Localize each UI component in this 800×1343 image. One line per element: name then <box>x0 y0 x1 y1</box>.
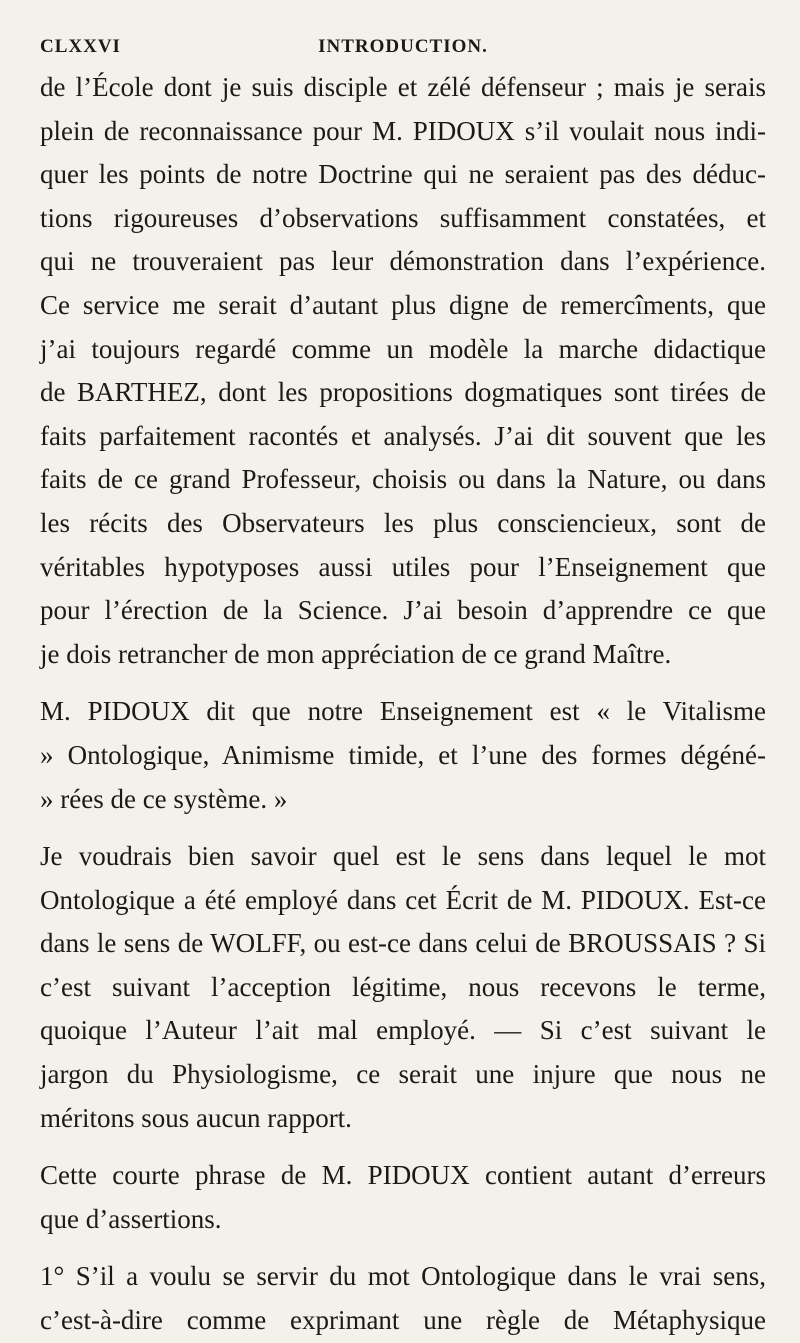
paragraph <box>40 1154 766 1241</box>
text-line: » rées de ce système. » <box>40 783 288 814</box>
paragraph <box>40 1255 766 1342</box>
text-line: faits de ce grand Professeur, choisis ou dans la Nature, ou dans <box>40 464 766 495</box>
text-line: j’ai toujours regardé comme un modèle la marche didactique <box>40 333 766 364</box>
text-line: méritons sous aucun rapport. <box>40 1102 352 1133</box>
text-line: de l’École dont je suis disciple et zélé défenseur ; mais je serais <box>40 72 766 102</box>
text-line: Ce service me serait d’autant plus digne de remercîments, que <box>40 289 766 320</box>
text-line: jargon du Physiologisme, ce serait une injure que nous ne <box>40 1059 766 1090</box>
text-line: de BARTHEZ, dont les propositions dogmatiques sont tirées de <box>40 377 766 408</box>
body-text <box>40 66 766 1343</box>
paragraph <box>40 66 766 676</box>
text-line: Cette courte phrase de M. PIDOUX contient autant d’erreurs <box>40 1160 766 1191</box>
page-number: CLXXVI <box>40 36 121 57</box>
text-line: tions rigoureuses d’observations suffisamment constatées, et <box>40 202 766 233</box>
text-line: qui ne trouveraient pas leur démonstration dans l’expérience. <box>40 246 766 277</box>
text-line: Je voudrais bien savoir quel est le sens dans lequel le mot <box>40 841 766 872</box>
text-line: quer les points de notre Doctrine qui ne seraient pas des déduc- <box>40 159 766 190</box>
text-line: c’est suivant l’acception légitime, nous recevons le terme, <box>40 971 766 1002</box>
text-line: pour l’érection de la Science. J’ai besoin d’apprendre ce que <box>40 595 766 626</box>
text-line: dans le sens de WOLFF, ou est-ce dans celui de BROUSSAIS ? Si <box>40 928 766 959</box>
paragraph <box>40 690 766 821</box>
running-head <box>40 26 766 66</box>
paragraph <box>40 835 766 1140</box>
text-line: quoique l’Auteur l’ait mal employé. — Si c’est suivant le <box>40 1015 766 1046</box>
text-line: plein de reconnaissance pour M. PIDOUX s’il voulait nous indi- <box>40 115 766 146</box>
text-line: Ontologique a été employé dans cet Écrit de M. PIDOUX. Est-ce <box>40 884 766 915</box>
text-line: véritables hypotyposes aussi utiles pour l’Enseignement que <box>40 551 766 582</box>
text-line: 1° S’il a voulu se servir du mot Ontologique dans le vrai sens, <box>40 1261 766 1292</box>
text-line: que d’assertions. <box>40 1203 222 1234</box>
running-title: INTRODUCTION. <box>318 36 488 57</box>
text-line: je dois retrancher de mon appréciation de ce grand Maître. <box>40 638 672 669</box>
text-line: les récits des Observateurs les plus consciencieux, sont de <box>40 507 766 538</box>
text-line: M. PIDOUX dit que notre Enseignement est « le Vitalisme <box>40 696 766 727</box>
text-line: c’est-à-dire comme exprimant une règle de Métaphysique <box>40 1305 766 1336</box>
text-line: » Ontologique, Animisme timide, et l’une des formes dégéné- <box>40 739 766 770</box>
text-line: faits parfaitement racontés et analysés. J’ai dit souvent que les <box>40 420 766 451</box>
